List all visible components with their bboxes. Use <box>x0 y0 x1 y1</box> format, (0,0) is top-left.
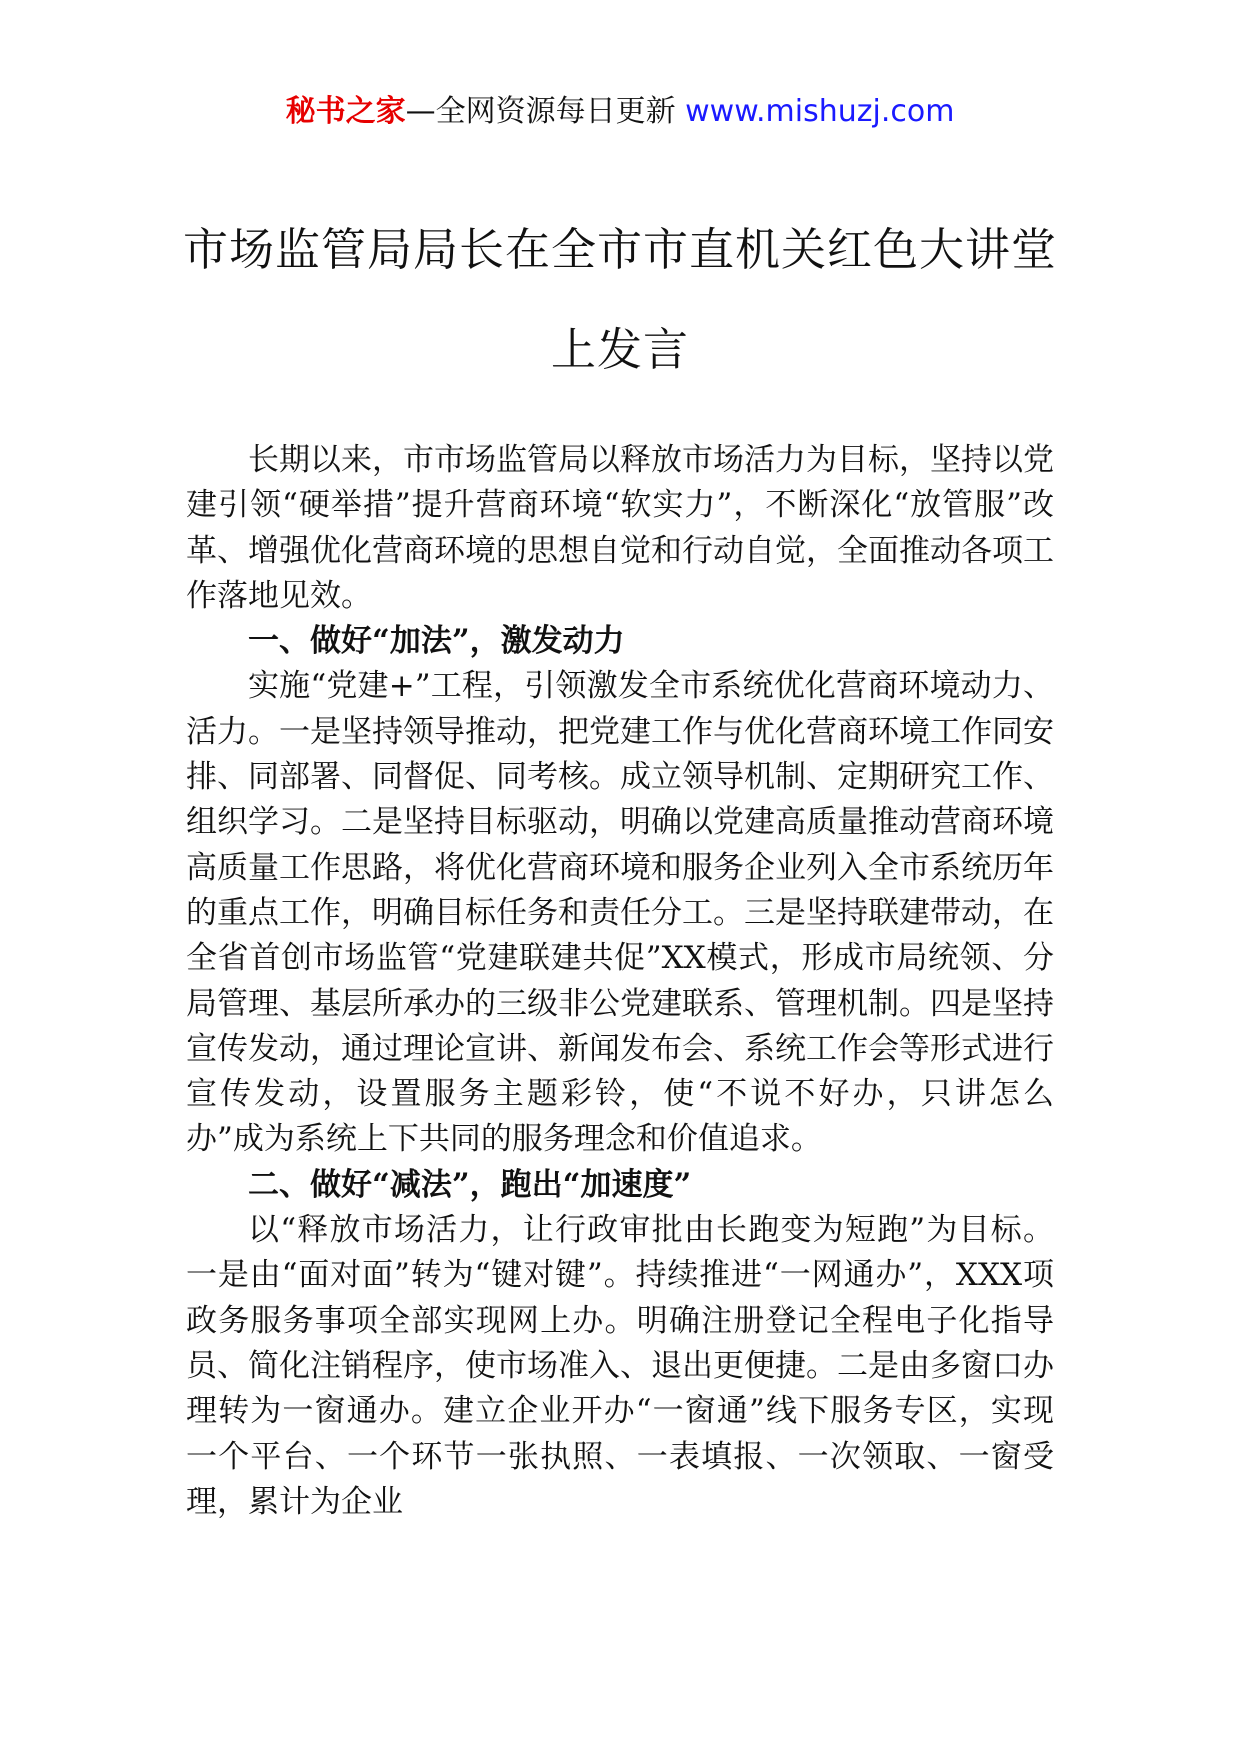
document-body <box>186 438 1054 1525</box>
paragraph-section-1: 实施“党建+”工程，引领激发全市系统优化营商环境动力、活力。一是坚持领导推动，把党建工作与优化营商环境工作同安排、同部署、同督促、同考核。成立领导机制、定期研究工作、组织学习。二是坚持目标驱动，明确以党建高质量推动营商环境高质量工作思路，将优化营商环境和服务企业列入全市系统历年的重点工作，明确目标任务和责任分工。三是坚持联建带动，在全省首创市场监管“党建联建共促”XX模式，形成市局统领、分局管理、基层所承办的三级非公党建联系、管理机制。四是坚持宣传发动，通过理论宣讲、新闻发布会、系统工作会等形式进行宣传发动，设置服务主题彩铃，使“不说不好办，只讲怎么办”成为系统上下共同的服务理念和价值追求。 <box>186 668 1054 1158</box>
document-title: 市场监管局局长在全市市直机关红色大讲堂上发言 <box>182 223 1057 376</box>
section-heading-2: 二、做好“减法”，跑出“加速度” <box>248 1166 692 1203</box>
paragraph-section-2: 以“释放市场活力，让行政审批由长跑变为短跑”为目标。一是由“面对面”转为“键对键”。持续推进“一网通办”，XXX项政务服务事项全部实现网上办。明确注册登记全程电子化指导员、简化注销程序，使市场准入、退出更便捷。二是由多窗口办理转为一窗通办。建立企业开办“一窗通”线下服务专区，实现一个平台、一个环节一张执照、一表填报、一次领取、一窗受理，累计为企业 <box>186 1212 1054 1520</box>
paragraph-intro: 长期以来，市市场监管局以释放市场活力为目标，坚持以党建引领“硬举措”提升营商环境“软实力”，不断深化“放管服”改革、增强优化营商环境的思想自觉和行动自觉，全面推动各项工作落地见效。 <box>186 442 1054 614</box>
brand-name: 秘书之家 <box>285 94 406 129</box>
watermark-header <box>0 92 1240 132</box>
section-heading-1: 一、做好“加法”，激发动力 <box>248 623 625 660</box>
header-tagline: —全网资源每日更新 <box>405 94 686 129</box>
site-url-link[interactable]: www.mishuzj.com <box>685 94 955 129</box>
